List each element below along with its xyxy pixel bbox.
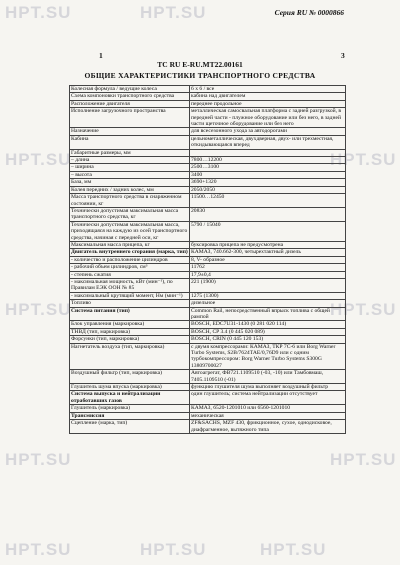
- row-label: - максимальный крутящий момент, Нм (мин⁻¹): [70, 292, 190, 299]
- row-value: ZF&SACHS, MZF 430, фрикционное, сухое, однодисковое, диафрагменное, вытяжного типа: [190, 420, 346, 434]
- table-row: [70, 307, 346, 321]
- row-value: 2050/2050: [190, 186, 346, 193]
- row-label: Топливо: [70, 300, 190, 307]
- row-value: 11500…12450: [190, 194, 346, 208]
- row-value: 1275 (1300): [190, 292, 346, 299]
- characteristics-table: [69, 85, 346, 434]
- row-label: Максимальная масса прицепа, кг: [70, 241, 190, 248]
- watermark-text: HPT.SU: [5, 3, 72, 22]
- row-label: - количество и расположение цилиндров: [70, 256, 190, 263]
- row-label: Технически допустимая максимальная масса транспортного средства, кг: [70, 207, 190, 221]
- row-label: Сцепление (марка, тип): [70, 420, 190, 434]
- table-row: [70, 241, 346, 248]
- row-value: 20830: [190, 207, 346, 221]
- row-label: Форсунки (тип, маркировка): [70, 336, 190, 343]
- table-row: [70, 300, 346, 307]
- row-value: 7800…12200: [190, 157, 346, 164]
- table-row: [70, 256, 346, 263]
- watermark-text: HPT.SU: [140, 3, 207, 22]
- table-row: [70, 149, 346, 156]
- row-label: Колея передних / задних колес, мм: [70, 186, 190, 193]
- table-row: [70, 221, 346, 241]
- row-value: один глушитель; система нейтрализации отсутствует: [190, 391, 346, 405]
- table-row: [70, 412, 346, 419]
- row-label: - максимальная мощность, кВт (мин⁻¹), по Правилам ЕЭК ООН № 85: [70, 278, 190, 292]
- table-row: [70, 249, 346, 256]
- table-row: [70, 194, 346, 208]
- row-label: Двигатель внутреннего сгорания (марка, тип): [71, 249, 188, 256]
- row-value: Автоагрегат, ФВ721.1109510 (-03, -10) или Тамбовмаш, 7405.1109510 (-01): [190, 370, 346, 384]
- row-value: 8, V- образное: [190, 256, 346, 263]
- document-number: ТС RU E-RU.MT22.00161: [157, 60, 243, 69]
- row-value: 221 (1900): [190, 278, 346, 292]
- row-value: КАМАЗ, 740.662-300, четырехтактный дизель: [190, 249, 346, 256]
- page-title: ОБЩИЕ ХАРАКТЕРИСТИКИ ТРАНСПОРТНОГО СРЕДСТВА: [84, 71, 316, 80]
- row-value: механическая: [190, 412, 346, 419]
- row-label: Глушитель шума впуска (маркировка): [70, 384, 190, 391]
- page-number-left: 1: [99, 51, 103, 60]
- table-row: [70, 186, 346, 193]
- row-value: КАМАЗ, 6520-1201010 или 6560-1201010: [190, 405, 346, 412]
- table-row: [70, 264, 346, 271]
- row-value: BOSCH, CRIN (0 445 120 153): [190, 336, 346, 343]
- table-row: [70, 93, 346, 100]
- table-row: [70, 420, 346, 434]
- row-label: Глушитель (маркировка): [70, 405, 190, 412]
- table-row: [70, 86, 346, 93]
- row-label: Система выпуска и нейтрализации отработавших газов: [70, 391, 190, 405]
- table-row: [70, 164, 346, 171]
- row-label: ТНВД (тип, маркировка): [70, 328, 190, 335]
- serial-number: Серия RU № 0000866: [274, 8, 344, 17]
- table-row: [70, 179, 346, 186]
- row-label: Нагнетатель воздуха (тип, маркировка): [70, 343, 190, 370]
- row-value: Common Rail, непосредственный впрыск топлива с общей рампой: [190, 307, 346, 321]
- table-row: [70, 278, 346, 292]
- table-row: [70, 328, 346, 335]
- table-row: [70, 370, 346, 384]
- row-value: цельнометаллическая, двухдверная, двух- или трехместная, откидывающаяся вперед: [190, 135, 346, 149]
- row-value: переднее продольное: [190, 100, 346, 107]
- row-value: [190, 149, 346, 156]
- row-label: Исполнение загрузочного пространства: [70, 108, 190, 128]
- watermark-text: HPT.SU: [330, 150, 397, 169]
- row-label: База, мм: [70, 179, 190, 186]
- row-label: Воздушный фильтр (тип, маркировка): [70, 370, 190, 384]
- row-label: Система питания (тип): [70, 307, 190, 321]
- row-value: 6 x 6 / все: [190, 86, 346, 93]
- row-value: 2500…3100: [190, 164, 346, 171]
- row-value: кабина над двигателем: [190, 93, 346, 100]
- row-label: – высота: [70, 171, 190, 178]
- row-label: Масса транспортного средства в снаряженном состоянии, кг: [70, 194, 190, 208]
- row-value: буксировка прицепа не предусмотрена: [190, 241, 346, 248]
- row-label: Габаритные размеры, мм: [70, 149, 190, 156]
- table-row: [70, 100, 346, 107]
- row-label: - степень сжатия: [70, 271, 190, 278]
- table-row: [70, 128, 346, 135]
- row-label: Кабина: [70, 135, 190, 149]
- row-label: Назначение: [70, 128, 190, 135]
- table-row: [70, 271, 346, 278]
- row-value: дизельное: [190, 300, 346, 307]
- row-value: с двумя компрессорами: КАМАЗ, ТКР 7С-6 или Borg Warner Turbo Systems, S2B/7624ТАЕ/0,76D9 или с одним турбокомпрессором: Borg Warner Turbo Systems S300G 13809700027: [190, 343, 346, 370]
- row-label: Колесная формула / ведущие колеса: [70, 86, 190, 93]
- row-label: Расположение двигателя: [70, 100, 190, 107]
- watermark-text: HPT.SU: [5, 300, 72, 319]
- row-value: для всесезонного ухода за автодорогами: [190, 128, 346, 135]
- watermark-text: HPT.SU: [260, 540, 327, 559]
- row-value: 3400: [190, 171, 346, 178]
- table-row: [70, 171, 346, 178]
- row-label: Схема компоновки транспортного средства: [70, 93, 190, 100]
- row-value: 17,9±0,4: [190, 271, 346, 278]
- watermark-text: HPT.SU: [5, 540, 72, 559]
- row-value: 5790 / 15040: [190, 221, 346, 241]
- row-value: 3690+1320: [190, 179, 346, 186]
- table-row: [70, 207, 346, 221]
- page-number-right: 3: [341, 51, 345, 60]
- watermark-text: HPT.SU: [140, 540, 207, 559]
- row-value: 11762: [190, 264, 346, 271]
- row-value: BOSCH, EDC7U31-1430 (0 281 020 114): [190, 321, 346, 328]
- row-value: металлическая самосвальная платформа с задней разгрузкой, в передней части - плужное оборудование или без него, в задней части щеточное оборудование или без него: [190, 108, 346, 128]
- watermark-text: HPT.SU: [5, 450, 72, 469]
- row-label: Трансмиссия: [70, 412, 190, 419]
- watermark-text: HPT.SU: [5, 150, 72, 169]
- table-row: [70, 292, 346, 299]
- table-row: [70, 157, 346, 164]
- table-row: [70, 336, 346, 343]
- table-row: [70, 343, 346, 370]
- row-label: Технически допустимая максимальная масса, приходящаяся на каждую из осей транспортного средства, начиная с передней оси, кг: [70, 221, 190, 241]
- table-row: [70, 321, 346, 328]
- table-row: [70, 135, 346, 149]
- row-label: - рабочий объем цилиндров, см³: [70, 264, 190, 271]
- watermark-text: HPT.SU: [330, 450, 397, 469]
- table-row: [70, 391, 346, 405]
- row-value: функцию глушителя шума выполняет воздушный фильтр: [190, 384, 346, 391]
- row-label: Блок управления (маркировка): [70, 321, 190, 328]
- watermark-text: HPT.SU: [330, 300, 397, 319]
- table-row: [70, 384, 346, 391]
- row-label: – длина: [70, 157, 190, 164]
- row-value: BOSCH, CP 3.4 (0 445 020 089): [190, 328, 346, 335]
- table-row: [70, 108, 346, 128]
- row-label: – ширина: [70, 164, 190, 171]
- table-row: [70, 405, 346, 412]
